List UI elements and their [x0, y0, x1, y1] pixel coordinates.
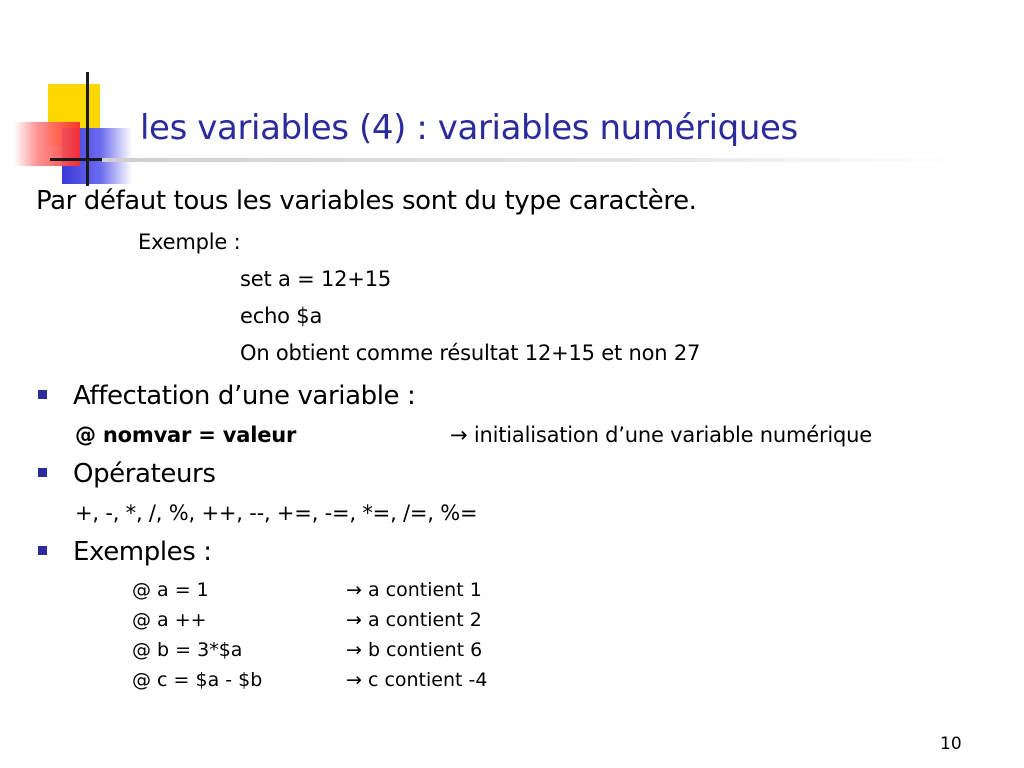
example-code: @ c = $a - $b [132, 669, 263, 691]
slide-title: les variables (4) : variables numériques [140, 108, 798, 148]
bullet-square-icon [38, 390, 47, 399]
bullet-heading: Opérateurs [73, 459, 216, 489]
page-number: 10 [940, 734, 962, 754]
affectation-syntax: @ nomvar = valeur [75, 423, 297, 447]
operators-list: +, -, *, /, %, ++, --, +=, -=, *=, /=, %= [75, 501, 478, 525]
bullet-exemples [38, 537, 212, 567]
bullet-affectation [38, 381, 415, 411]
bullet-square-icon [38, 546, 47, 555]
logo-vertical-line [86, 72, 89, 186]
example-code: @ a ++ [132, 609, 207, 631]
example-label: Exemple : [138, 230, 241, 254]
example-line: On obtient comme résultat 12+15 et non 27 [240, 341, 701, 365]
bullet-square-icon [38, 468, 47, 477]
bullet-heading: Affectation d’une variable : [73, 381, 416, 411]
example-result: → a contient 1 [346, 579, 482, 601]
title-underline [102, 158, 962, 162]
slide-logo-decoration [0, 0, 140, 200]
example-result: → c contient -4 [346, 669, 488, 691]
bullet-operateurs [38, 459, 216, 489]
example-result: → a contient 2 [346, 609, 482, 631]
example-line: echo $a [240, 304, 323, 328]
example-line: set a = 12+15 [240, 267, 392, 291]
affectation-note: → initialisation d’une variable numérique [450, 423, 873, 447]
bullet-heading: Exemples : [73, 537, 212, 567]
example-code: @ a = 1 [132, 579, 209, 601]
example-code: @ b = 3*$a [132, 639, 243, 661]
intro-text: Par défaut tous les variables sont du type caractère. [36, 186, 697, 216]
example-result: → b contient 6 [346, 639, 483, 661]
